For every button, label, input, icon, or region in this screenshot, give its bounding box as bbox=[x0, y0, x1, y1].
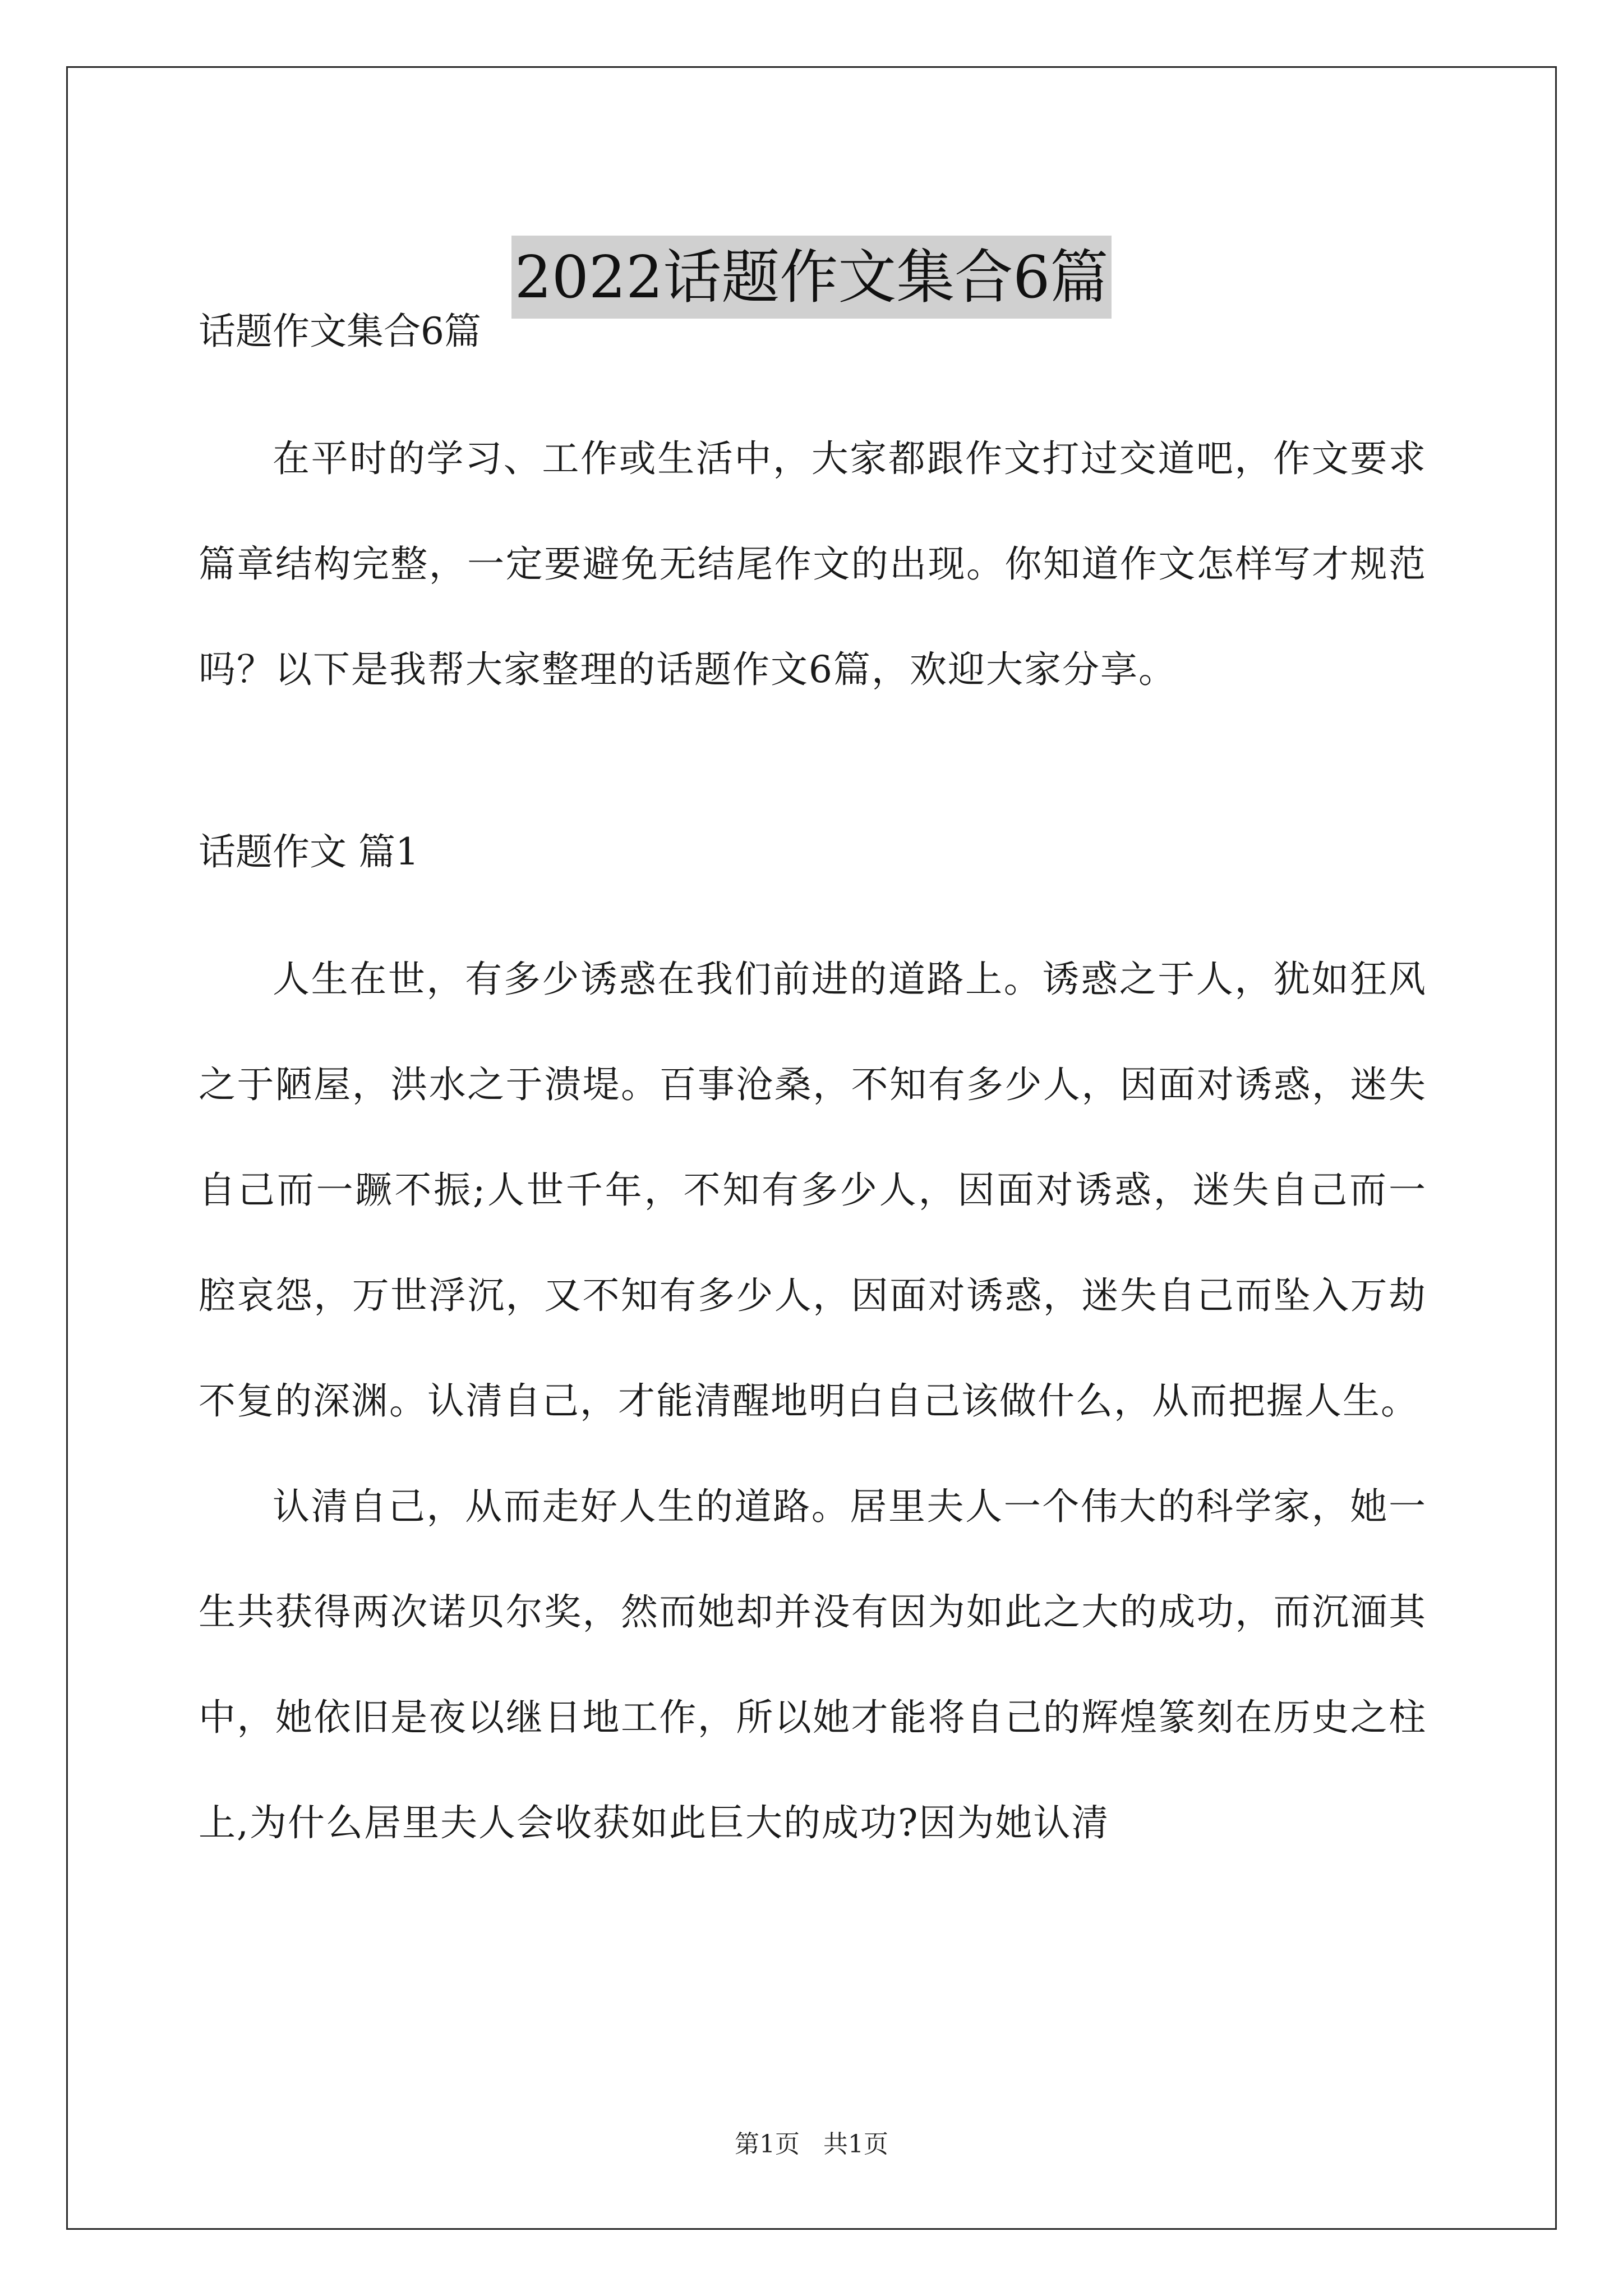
intro-paragraph: 在平时的学习、工作或生活中，大家都跟作文打过交道吧，作文要求篇章结构完整，一定要避免无结尾作文的出现。你知道作文怎样写才规范吗？以下是我帮大家整理的话题作文6篇，欢迎大家分享。 bbox=[199, 437, 1427, 691]
document-body bbox=[199, 309, 1427, 1876]
body-paragraph: 认清自己，从而走好人生的道路。居里夫人一个伟大的科学家，她一生共获得两次诺贝尔奖，然而她却并没有因为如此之大的成功，而沉湎其中，她依旧是夜以继日地工作，所以她才能将自己的辉煌篆刻在历史之柱上,为什么居里夫人会收获如此巨大的成功?因为她认清 bbox=[199, 1485, 1427, 1844]
page-total: 共1页 bbox=[823, 2130, 888, 2159]
document-title: 2022话题作文集合6篇 bbox=[511, 236, 1112, 319]
page-number: 第1页 bbox=[735, 2130, 800, 2159]
page-footer bbox=[0, 2129, 1623, 2160]
section-heading: 话题作文 篇1 bbox=[199, 830, 419, 873]
body-paragraph: 人生在世，有多少诱惑在我们前进的道路上。诱惑之于人，犹如狂风之于陋屋，洪水之于溃堤。百事沧桑，不知有多少人，因面对诱惑，迷失自己而一蹶不振;人世千年，不知有多少人，因面对诱惑，迷失自己而一腔哀怨，万世浮沉，又不知有多少人，因面对诱惑，迷失自己而坠入万劫不复的深渊。认清自己，才能清醒地明白自己该做什么，从而把握人生。 bbox=[199, 958, 1427, 1423]
subtitle: 话题作文集合6篇 bbox=[199, 310, 481, 353]
